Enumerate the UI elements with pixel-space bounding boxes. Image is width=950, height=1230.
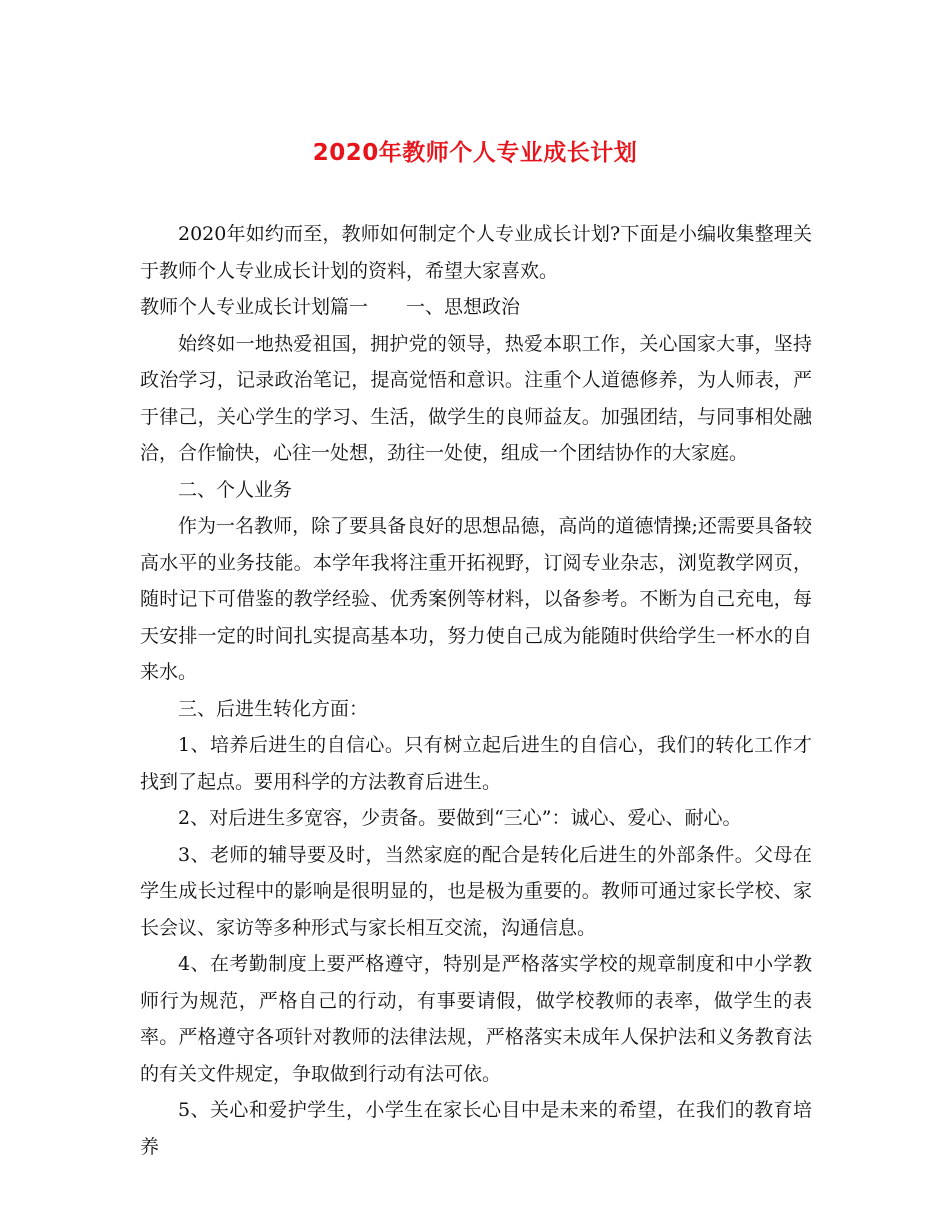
- section-heading-students: 三、后进生转化方面：: [178, 697, 369, 720]
- list-item-1: 1、培养后进生的自信心。只有树立起后进生的自信心，我们的转化工作才找到了起点。要用科学的方法教育后进生。: [140, 734, 812, 793]
- list-item-2: 2、对后进生多宽容，少责备。要做到“三心”：诚心、爱心、耐心。: [178, 807, 742, 829]
- list-item-4: 4、在考勤制度上要严格遵守，特别是严格落实学校的规章制度和中小学教师行为规范，严格自己的行动，有事要请假，做学校教师的表率，做学生的表率。严格遵守各项针对教师的法律法规，严格落实未成年人保护法和义务教育法的有关文件规定，争取做到行动有法可依。: [140, 953, 812, 1085]
- list-item-3: 3、老师的辅导要及时，当然家庭的配合是转化后进生的外部条件。父母在学生成长过程中的影响是很明显的，也是极为重要的。教师可通过家长学校、家长会议、家访等多种形式与家长相互交流，沟通信息。: [140, 843, 812, 939]
- document-body: [140, 216, 812, 1165]
- paragraph-intro: 2020年如约而至，教师如何制定个人专业成长计划?下面是小编收集整理关于教师个人专业成长计划的资料，希望大家喜欢。: [140, 223, 812, 282]
- section-heading-politics: 教师个人专业成长计划篇一 一、思想政治: [140, 296, 521, 318]
- document-title: 2020年教师个人专业成长计划: [312, 140, 638, 166]
- list-item-5: 5、关心和爱护学生，小学生在家长心目中是未来的希望，在我们的教育培养: [140, 1099, 812, 1158]
- paragraph-politics: 始终如一地热爱祖国，拥护党的领导，热爱本职工作，关心国家大事，坚持政治学习，记录政治笔记，提高觉悟和意识。注重个人道德修养，为人师表，严于律己，关心学生的学习、生活，做学生的良师益友。加强团结，与同事相处融洽，合作愉快，心往一处想，劲往一处使，组成一个团结协作的大家庭。: [140, 332, 812, 464]
- paragraph-business: 作为一名教师，除了要具备良好的思想品德，高尚的道德情操;还需要具备较高水平的业务技能。本学年我将注重开拓视野，订阅专业杂志，浏览教学网页，随时记下可借鉴的教学经验、优秀案例等材料，以备参考。不断为自己充电，每天安排一定的时间扎实提高基本功，努力使自己成为能随时供给学生一杯水的自来水。: [140, 515, 812, 683]
- section-heading-business: 二、个人业务: [178, 478, 293, 501]
